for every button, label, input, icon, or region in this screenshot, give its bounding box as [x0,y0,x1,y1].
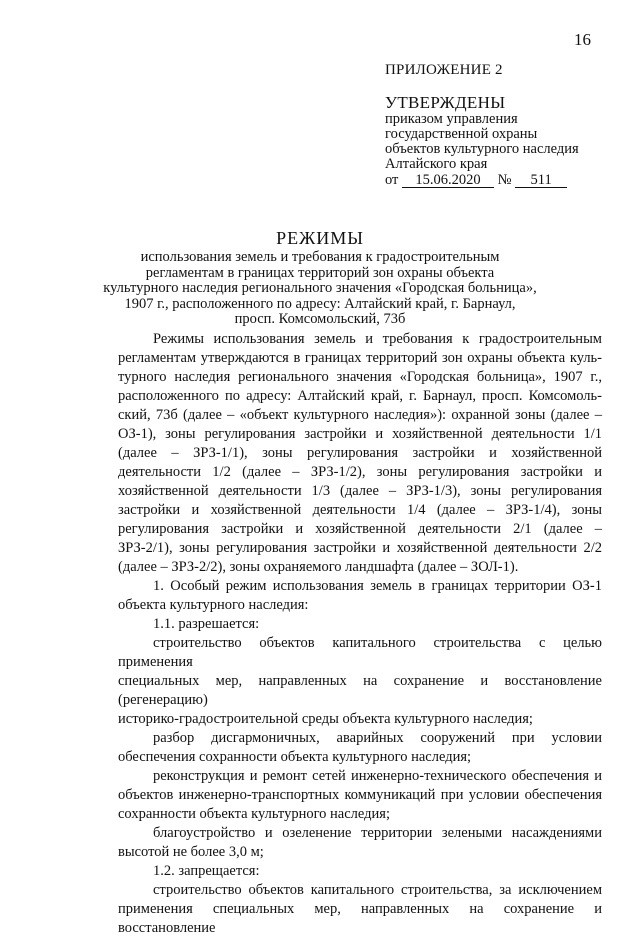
subtitle-line: регламентам в границах территорий зон охраны объекта [145,264,495,281]
approval-heading: УТВЕРЖДЕНЫ [385,93,506,112]
allowed-item-line: сохранности объекта культурного наследия; [118,806,390,822]
intro-line: регулирования застройки и хозяйственной деятельности 2/1 (далее – [118,521,602,537]
document-body [118,330,602,938]
appendix-label: ПРИЛОЖЕНИЕ 2 [385,62,503,78]
from-prefix: от [385,172,399,188]
intro-line: Режимы использования земель и требования к градостроительным [153,331,602,347]
approval-line: Алтайского края [385,156,488,172]
subtitle-line: культурного наследия регионального значения «Городская больница», [103,280,537,297]
allowed-item-line: объектов инженерно-транспортных коммуникаций при условии обеспечения [118,787,602,803]
prohibited-item-line: строительство объектов капитального строительства, за исключением [153,882,602,898]
intro-line: ский, 73б (далее – «объект культурного наследия»): охранной зоны (далее – [118,407,602,423]
intro-line: расположенного по адресу: Алтайский край, г. Барнаул, просп. Комсомоль- [118,388,602,404]
document-title: РЕЖИМЫ [276,228,364,248]
section-1-line: 1. Особый режим использования земель в границах территории ОЗ-1 [153,578,602,594]
intro-line: (далее – ЗРЗ-2/2), зоны охраняемого ландшафта (далее – ЗОЛ-1). [118,559,519,575]
approval-date: 15.06.2020 [402,174,494,188]
subtitle-line: просп. Комсомольский, 73б [234,311,406,328]
allowed-item-line: благоустройство и озеленение территории зелеными насаждениями [153,825,602,841]
subtitle-line: использования земель и требования к градостроительным [140,249,500,265]
intro-line: ЗРЗ-2/1), зоны регулирования застройки и хозяйственной деятельности 2/2 [118,540,602,556]
approval-line: объектов культурного наследия [385,141,579,157]
prohibited-item-line: применения специальных мер, направленных на сохранение и восстановление [118,901,602,936]
intro-line: застройки и хозяйственной деятельности 1/4 (далее – ЗРЗ-1/4), зоны [118,502,602,518]
approval-date-line [385,173,579,188]
allowed-item-line: историко-градостроительной среды объекта культурного наследия; [118,711,533,727]
approval-block [385,93,579,188]
allowed-item-line: реконструкция и ремонт сетей инженерно-технического обеспечения и [153,768,602,784]
subsection-1-1-heading: 1.1. разрешается: [153,616,260,632]
allowed-item-line: разбор дисгармоничных, аварийных сооружений при условии [153,730,602,746]
document-subtitle [0,250,640,328]
number-sign: № [497,172,512,188]
allowed-item-line: высотой не более 3,0 м; [118,844,264,860]
intro-line: ОЗ-1), зоны регулирования застройки и хозяйственной деятельности 1/1 [118,426,602,442]
intro-line: хозяйственной деятельности 1/3 (далее – ЗРЗ-1/3), зоны регулирования [118,483,602,499]
approval-line: государственной охраны [385,126,538,142]
approval-number: 511 [515,174,567,188]
section-1-line: объекта культурного наследия: [118,597,309,613]
intro-line: деятельности 1/2 (далее – ЗРЗ-1/2), зоны регулирования застройки и [118,464,602,480]
allowed-item-line: обеспечения сохранности объекта культурного наследия; [118,749,472,765]
intro-line: турного наследия регионального значения «Городская больница», 1907 г., [118,369,602,385]
intro-line: регламентам утверждаются в границах территорий зон охраны объекта куль- [118,350,602,366]
allowed-item-line: специальных мер, направленных на сохранение и восстановление (регенерацию) [118,673,602,708]
subtitle-line: 1907 г., расположенного по адресу: Алтайский край, г. Барнаул, [124,295,516,312]
page-number: 16 [574,30,591,49]
approval-line: приказом управления [385,111,518,127]
subsection-1-2-heading: 1.2. запрещается: [153,863,260,879]
intro-line: (далее – ЗРЗ-1/1), зоны регулирования застройки и хозяйственной [118,445,602,461]
allowed-item-line: строительство объектов капитального строительства с целью применения [118,635,602,670]
